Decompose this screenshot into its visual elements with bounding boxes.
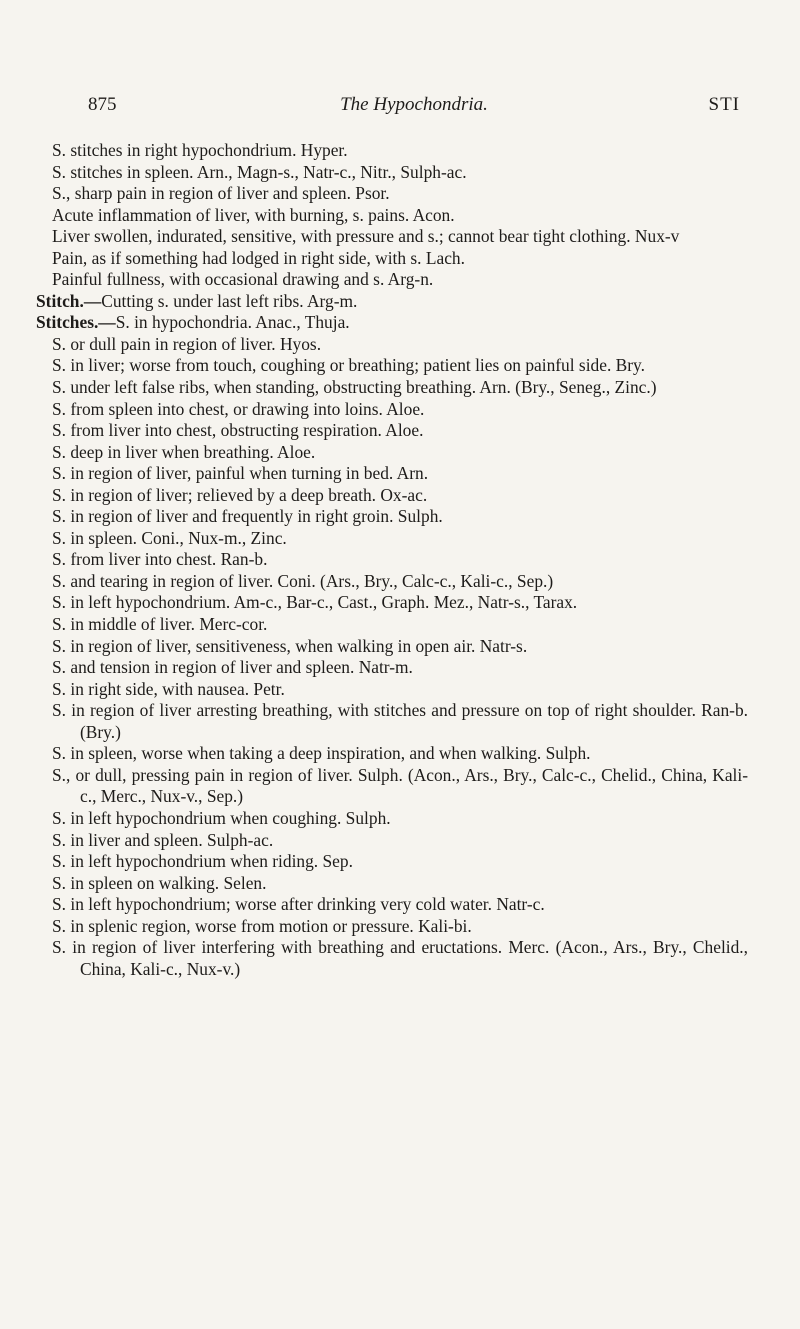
entry-paragraph: S. under left false ribs, when standing, obstructing breathing. Arn. (Bry., Seneg., Zinc.) (52, 377, 657, 398)
entry-paragraph: S. in left hypochondrium when coughing. Sulph. (52, 807, 391, 828)
entry-paragraph: S. in region of liver; relieved by a deep breath. Ox-ac. (52, 484, 428, 505)
entry-paragraph: S. in left hypochondrium when riding. Sep. (52, 851, 353, 872)
entry-paragraph: S. in spleen on walking. Selen. (52, 872, 267, 893)
section-label: STI (708, 94, 740, 115)
entry-paragraph: S., sharp pain in region of liver and spleen. Psor. (52, 183, 390, 204)
entry-paragraph: S. stitches in spleen. Arn., Magn-s., Natr-c., Nitr., Sulph-ac. (52, 161, 467, 182)
entry-paragraph: S. in region of liver, painful when turning in bed. Arn. (52, 463, 429, 484)
entry-paragraph: S. deep in liver when breathing. Aloe. (52, 441, 316, 462)
entry-paragraph: S. in spleen. Coni., Nux-m., Zinc. (52, 527, 287, 548)
entry-paragraph: S. and tension in region of liver and spleen. Natr-m. (52, 657, 413, 678)
entry-paragraph: S. and tearing in region of liver. Coni. (Ars., Bry., Calc-c., Kali-c., Sep.) (52, 570, 554, 591)
entry-paragraph: S. in liver; worse from touch, coughing or breathing; patient lies on painful side. Bry. (52, 355, 645, 376)
entry-paragraph: S., or dull, pressing pain in region of liver. Sulph. (Acon., Ars., Bry., Calc-c., Chelid., China, Kali-c., Merc., Nux-v., Sep.) (52, 764, 748, 807)
entry-paragraph: Liver swollen, indurated, sensitive, with pressure and s.; cannot bear tight clothing. Nux-v (52, 226, 680, 247)
entry-paragraph: S. in region of liver, sensitiveness, when walking in open air. Natr-s. (52, 635, 528, 656)
entry-paragraph: Stitch.—Cutting s. under last left ribs. Arg-m. (36, 290, 358, 311)
entry-paragraph: S. in splenic region, worse from motion or pressure. Kali-bi. (52, 915, 472, 936)
entry-paragraph: S. in left hypochondrium. Am-c., Bar-c., Cast., Graph. Mez., Natr-s., Tarax. (52, 592, 578, 613)
entry-paragraph: S. from liver into chest, obstructing respiration. Aloe. (52, 420, 424, 441)
entry-paragraph: S. in region of liver interfering with breathing and eructations. Merc. (Acon., Ars., Bry., Chelid., China, Kali-c., Nux-v.) (52, 937, 748, 979)
entry-paragraph: Acute inflammation of liver, with burning, s. pains. Acon. (52, 204, 455, 225)
entry-paragraph: S. stitches in right hypochondrium. Hyper. (52, 140, 348, 160)
page-number: 875 (88, 94, 117, 115)
page-title: The Hypochondria. (340, 94, 488, 115)
entry-list (36, 140, 748, 980)
entry-paragraph: S. in spleen, worse when taking a deep inspiration, and when walking. Sulph. (52, 743, 591, 764)
entry-paragraph: S. in liver and spleen. Sulph-ac. (52, 829, 274, 850)
entry-paragraph: S. from liver into chest. Ran-b. (52, 549, 268, 570)
entry-paragraph: Pain, as if something had lodged in right side, with s. Lach. (52, 247, 465, 268)
entry-paragraph: S. in right side, with nausea. Petr. (52, 678, 285, 699)
entry-paragraph: S. or dull pain in region of liver. Hyos. (52, 333, 322, 354)
entry-paragraph: S. in region of liver and frequently in right groin. Sulph. (52, 506, 443, 527)
entry-paragraph: Stitches.—S. in hypochondria. Anac., Thuja. (36, 312, 350, 333)
entry-paragraph: S. in left hypochondrium; worse after drinking very cold water. Natr-c. (52, 894, 545, 915)
entry-paragraph: S. in region of liver arresting breathing, with stitches and pressure on top of right shoulder. Ran-b. (Bry.) (52, 700, 748, 742)
entry-paragraph: S. in middle of liver. Merc-cor. (52, 614, 268, 635)
entry-paragraph: Painful fullness, with occasional drawing and s. Arg-n. (52, 269, 434, 290)
entry-paragraph: S. from spleen into chest, or drawing into loins. Aloe. (52, 398, 425, 419)
running-header (88, 94, 740, 124)
